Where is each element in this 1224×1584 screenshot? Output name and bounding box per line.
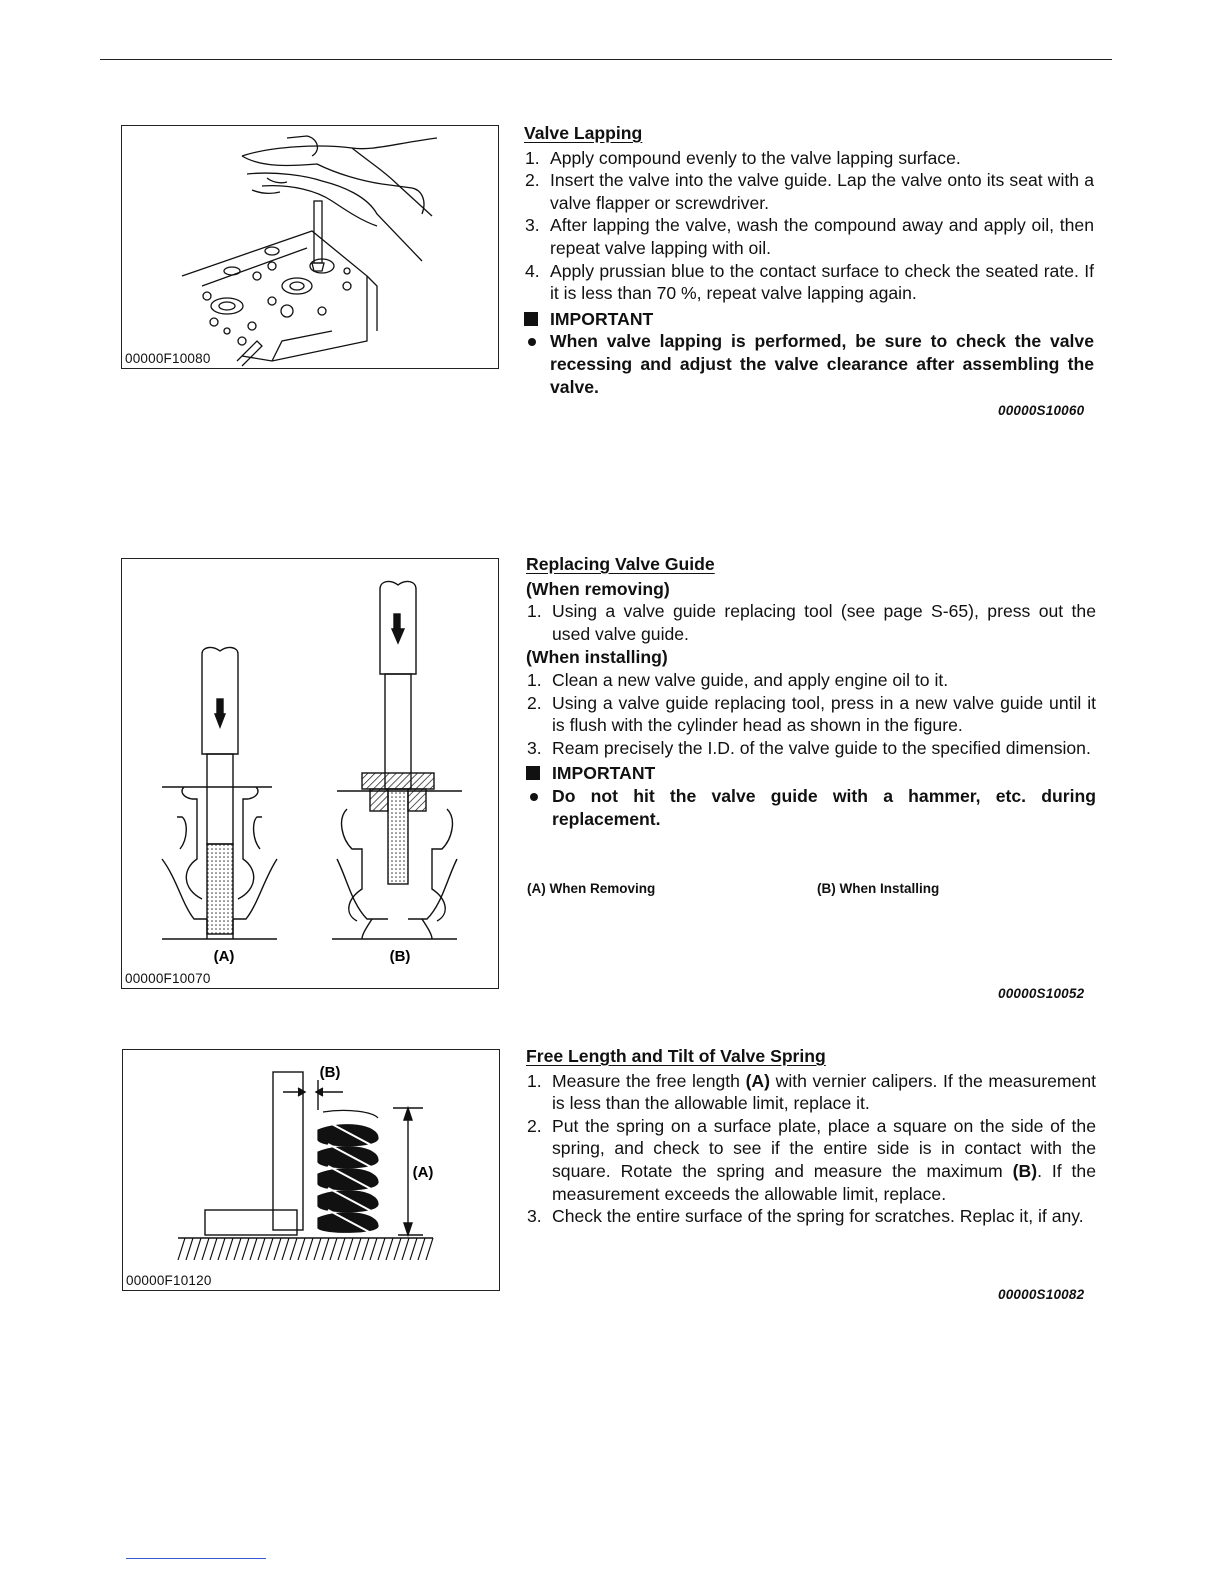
round-bullet-icon [528, 338, 536, 346]
step-number: 1. [527, 1070, 542, 1091]
figure-code: 00000F10120 [126, 1273, 212, 1288]
step-item [526, 600, 1096, 645]
figure-code: 00000F10080 [125, 351, 211, 366]
important-heading [524, 308, 1094, 331]
caption-when-removing: (A) When Removing [527, 881, 656, 896]
document-code: 00000S10052 [998, 986, 1085, 1001]
section-title: Free Length and Tilt of Valve Spring [526, 1046, 826, 1066]
section-title: Valve Lapping [524, 123, 643, 143]
valve-spring-section [526, 1045, 1096, 1228]
valve-guide-figure [121, 558, 499, 989]
step-bold-text: (A) [745, 1070, 771, 1091]
figure-code: 00000F10070 [125, 971, 211, 986]
important-label: IMPORTANT [550, 308, 654, 329]
hands-lapping-illustration [122, 126, 498, 368]
important-heading [526, 762, 1096, 785]
replacing-valve-guide-section [526, 553, 1096, 830]
step-number: 1. [527, 669, 542, 690]
step-item [526, 669, 1096, 692]
step-text: Apply prussian blue to the contact surface to check the seated rate. If it is less than 70 %, repeat valve lapping again. [550, 260, 1094, 304]
installing-subtitle: (When installing) [526, 647, 668, 668]
valve-guide-illustration [122, 559, 498, 988]
valve-lapping-figure [121, 125, 499, 369]
installing-step-list [526, 669, 1096, 759]
important-note [526, 785, 1096, 830]
step-number: 2. [525, 170, 540, 191]
step-item [524, 169, 1094, 214]
step-number: 1. [527, 601, 542, 622]
important-text: Do not hit the valve guide with a hammer, etc. during replacement. [552, 785, 1096, 829]
square-bullet-icon [524, 312, 538, 326]
step-text: . If the measurement exceeds the allowable limit, replace. [552, 1160, 1096, 1204]
important-note [524, 330, 1094, 398]
step-text: Ream precisely the I.D. of the valve guide to the specified dimension. [552, 737, 1091, 758]
step-number: 3. [527, 1206, 542, 1227]
step-text: Clean a new valve guide, and apply engine oil to it. [552, 669, 949, 690]
step-number: 2. [527, 1115, 542, 1136]
step-item [524, 147, 1094, 170]
step-item [526, 1115, 1096, 1205]
step-text: with vernier calipers. If the measurement is less than the allowable limit, replace it. [552, 1070, 1096, 1114]
valve-lapping-section [524, 122, 1094, 398]
document-code: 00000S10060 [998, 403, 1085, 418]
step-number: 2. [527, 692, 542, 713]
step-text: After lapping the valve, wash the compound away and apply oil, then repeat valve lapping with oil. [550, 215, 1094, 258]
step-list [526, 1070, 1096, 1228]
step-text: Measure the free length [552, 1070, 746, 1091]
step-text: Using a valve guide replacing tool (see page S-65), press out the used valve guide. [552, 601, 1096, 644]
important-text: When valve lapping is performed, be sure to check the valve recessing and adjust the valve clearance after assembling the valve. [550, 331, 1094, 397]
removing-subtitle: (When removing) [526, 578, 670, 599]
caption-when-installing: (B) When Installing [817, 881, 940, 896]
step-number: 3. [527, 737, 542, 758]
document-code: 00000S10082 [998, 1287, 1085, 1302]
footer-link-rule [126, 1558, 266, 1559]
step-number: 4. [525, 260, 540, 281]
step-number: 3. [525, 215, 540, 236]
header-rule [100, 59, 1112, 60]
figure-label-a: (A) [213, 948, 235, 965]
step-item [526, 692, 1096, 737]
valve-spring-illustration [123, 1050, 499, 1290]
step-item [526, 1205, 1096, 1228]
step-item [526, 737, 1096, 760]
step-item [526, 1070, 1096, 1115]
step-item [524, 260, 1094, 305]
step-bold-text: (B) [1012, 1160, 1038, 1181]
step-text: Using a valve guide replacing tool, press in a new valve guide until it is flush with the cylinder head as shown in the figure. [552, 692, 1096, 736]
section-title: Replacing Valve Guide [526, 554, 715, 574]
step-text: Insert the valve into the valve guide. Lap the valve onto its seat with a valve flapper or screwdriver. [550, 170, 1094, 213]
step-text: Put the spring on a surface plate, place a square on the side of the spring, and check to see if the entire side is in contact with the square. Rotate the spring and measure the maximum [552, 1115, 1096, 1181]
removing-step-list [526, 600, 1096, 645]
round-bullet-icon [530, 793, 538, 801]
important-label: IMPORTANT [552, 763, 656, 784]
step-text: Apply compound evenly to the valve lapping surface. [550, 147, 961, 168]
figure-label-b: (B) [389, 948, 411, 965]
square-bullet-icon [526, 766, 540, 780]
figure-label-a: (A) [412, 1164, 434, 1181]
valve-spring-figure [122, 1049, 500, 1291]
step-text: Check the entire surface of the spring for scratches. Replac it, if any. [552, 1206, 1084, 1227]
step-list [524, 147, 1094, 305]
figure-label-b: (B) [319, 1064, 341, 1081]
step-number: 1. [525, 147, 540, 168]
step-item [524, 214, 1094, 259]
